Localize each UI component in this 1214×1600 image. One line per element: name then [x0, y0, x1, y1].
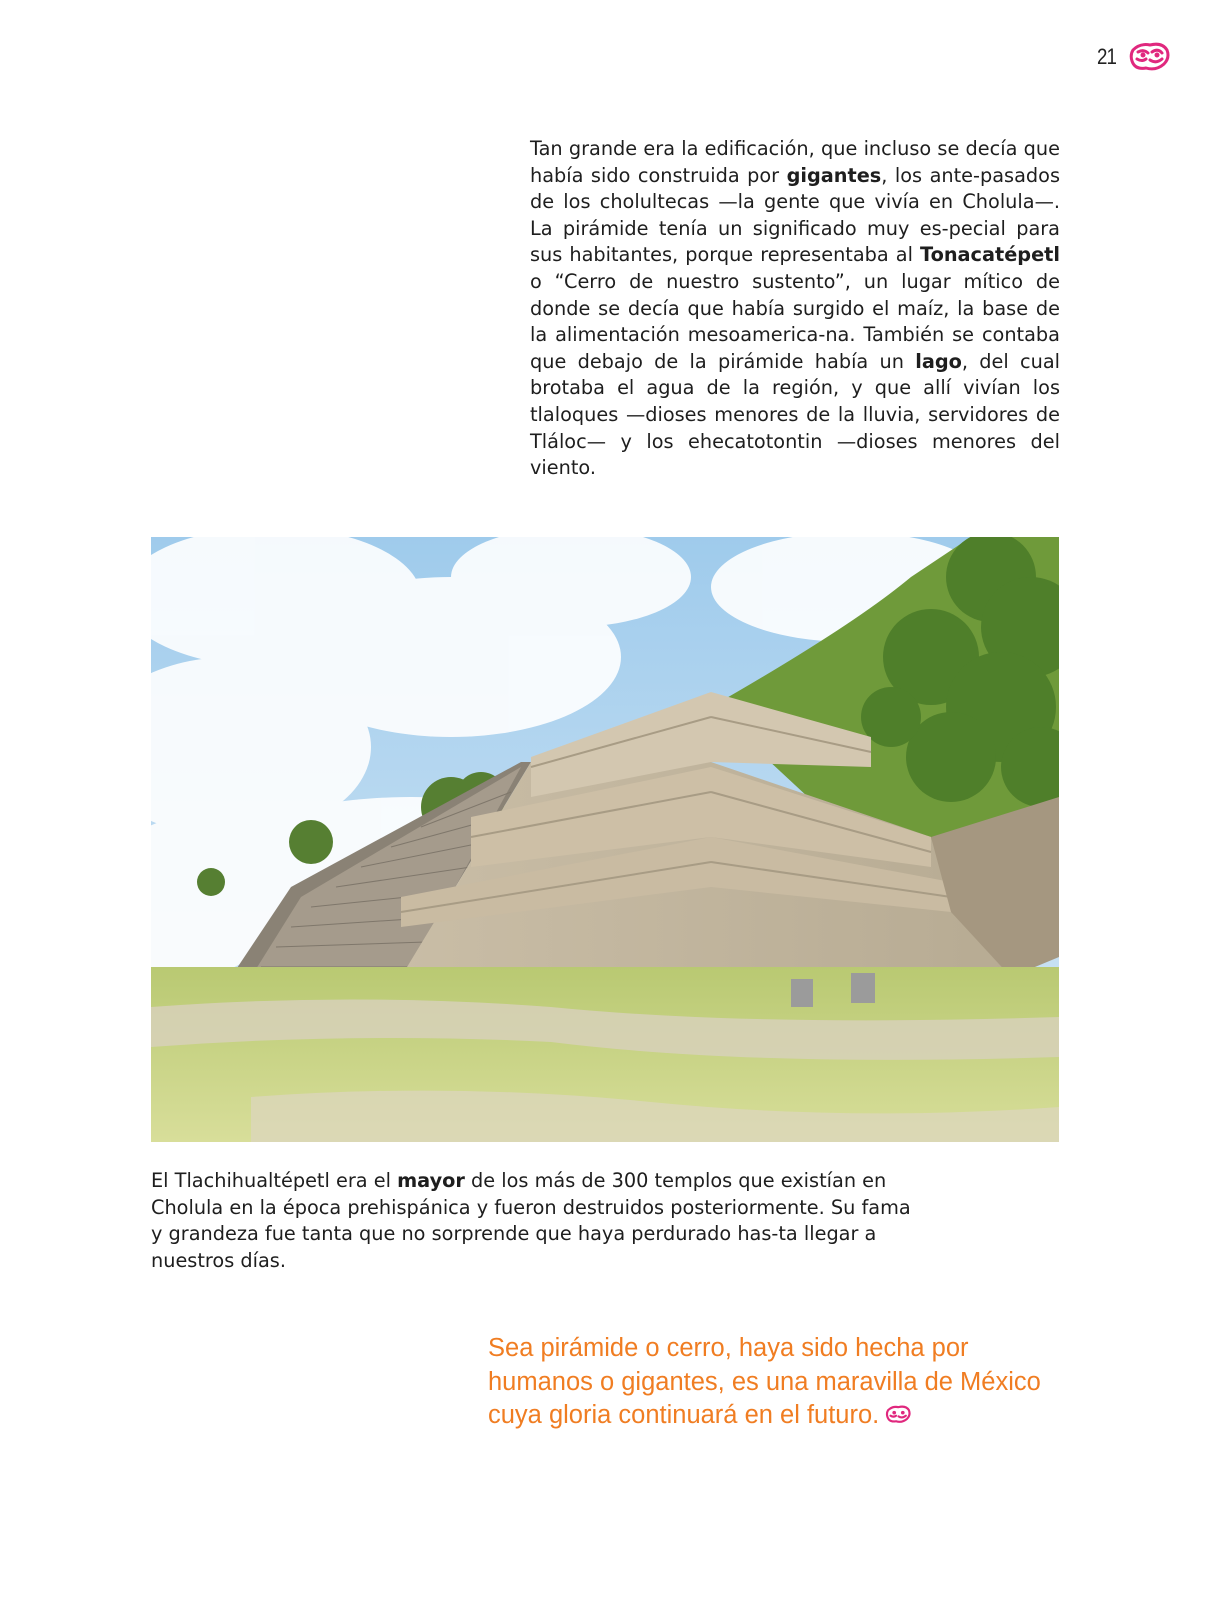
photo-caption: El Tlachihualtépetl era el mayor de los más de 300 templos que existían en Cholula en la época prehispánica y fueron destruidos posteriormente. Su fama y grandeza fue tanta que no sorprende que haya perdurado has-ta llegar a nuestros días.: [151, 1169, 911, 1272]
pink-glyph-icon: [1128, 40, 1172, 74]
pyramid-photo: [151, 537, 1059, 1142]
closing-remark: Sea pirámide o cerro, haya sido hecha por humanos o gigantes, es una maravilla de México cuya gloria continuará en el futuro.: [488, 1334, 1041, 1429]
page-number: 21: [1097, 44, 1117, 69]
pink-glyph-icon: [885, 1404, 912, 1425]
intro-paragraph: Tan grande era la edificación, que incluso se decía que había sido construida por gigantes, los ante-pasados de los cholultecas —la gente que vivía en Cholula—. La pirámide tenía un significado muy es-pecial para sus habitantes, porque representaba al Tonacatépetl o “Cerro de nuestro sustento”, un lugar mítico de donde se decía que había surgido el maíz, la base de la alimentación mesoamerica-na. También se contaba que debajo de la pirámide había un lago, del cual brotaba el agua de la región, y que allí vivían los tlaloques —dioses menores de la lluvia, servidores de Tláloc— y los ehecatotontin —dioses menores del viento.: [530, 137, 1060, 480]
